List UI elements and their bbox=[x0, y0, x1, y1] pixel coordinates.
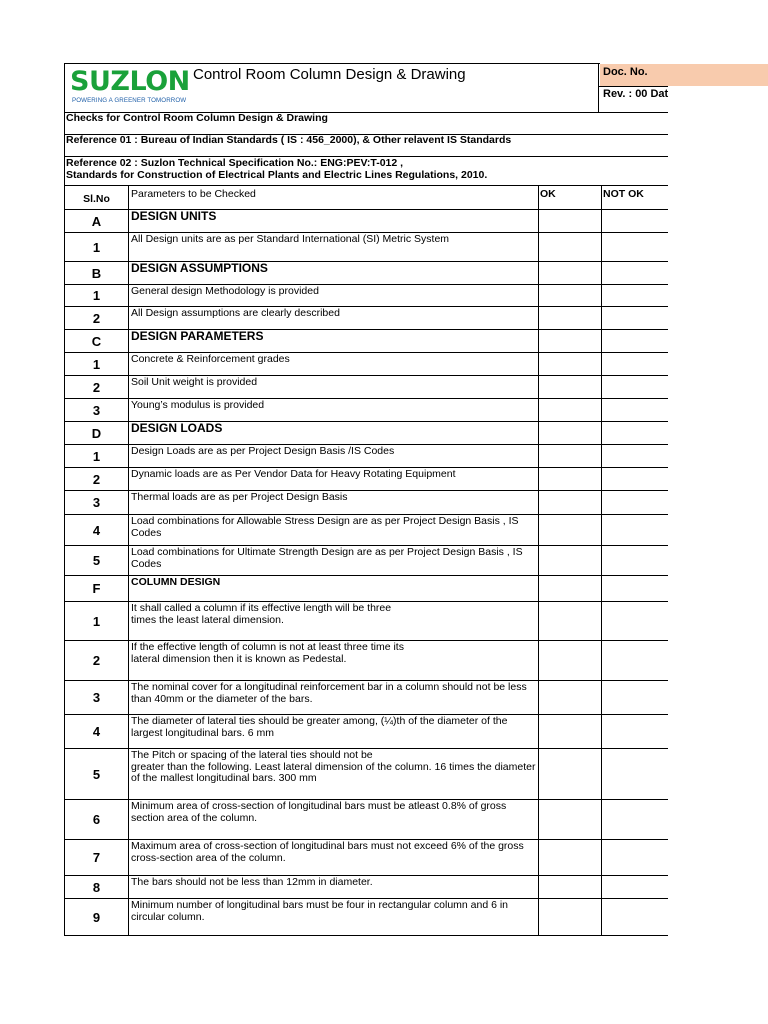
row-number: 1 bbox=[92, 356, 101, 372]
not-ok-cell[interactable] bbox=[601, 444, 668, 467]
grid-line bbox=[64, 839, 668, 840]
row-number: 3 bbox=[92, 495, 101, 510]
section-heading: DESIGN LOADS bbox=[131, 423, 223, 435]
row-number: D bbox=[91, 425, 102, 441]
grid-line bbox=[598, 86, 668, 87]
grid-line bbox=[64, 209, 668, 210]
not-ok-cell[interactable] bbox=[601, 748, 668, 799]
row-number: 8 bbox=[92, 879, 101, 895]
grid-line bbox=[64, 63, 600, 64]
ok-cell[interactable] bbox=[538, 398, 601, 421]
row-number: 4 bbox=[92, 522, 101, 538]
grid-line bbox=[64, 352, 668, 353]
revision-label: Rev. : 00 Dat bbox=[603, 88, 669, 100]
reference-02-line1: Reference 02 : Suzlon Technical Specification No.: ENG:PEV:T-012 , bbox=[66, 157, 404, 169]
row-number: 2 bbox=[92, 471, 101, 487]
ok-cell[interactable] bbox=[538, 375, 601, 398]
row-number: F bbox=[92, 581, 101, 596]
not-ok-cell[interactable] bbox=[601, 799, 668, 839]
ok-cell[interactable] bbox=[538, 839, 601, 875]
ok-cell[interactable] bbox=[538, 545, 601, 575]
grid-line bbox=[64, 640, 668, 641]
not-ok-cell[interactable] bbox=[601, 375, 668, 398]
ok-cell[interactable] bbox=[538, 875, 601, 898]
ok-cell[interactable] bbox=[538, 799, 601, 839]
grid-line bbox=[64, 306, 668, 307]
ok-cell[interactable] bbox=[538, 284, 601, 306]
not-ok-cell[interactable] bbox=[601, 306, 668, 329]
grid-line bbox=[64, 284, 668, 285]
row-number: 1 bbox=[92, 448, 101, 464]
grid-line bbox=[64, 156, 668, 157]
doc-no-label: Doc. No. bbox=[603, 66, 648, 78]
ok-cell[interactable] bbox=[538, 444, 601, 467]
not-ok-cell[interactable] bbox=[601, 398, 668, 421]
row-number: 1 bbox=[92, 239, 101, 255]
ok-cell[interactable] bbox=[538, 748, 601, 799]
grid-line bbox=[64, 935, 668, 936]
ok-cell[interactable] bbox=[538, 467, 601, 490]
logo-tagline: POWERING A GREENER TOMORROW bbox=[72, 97, 187, 104]
row-number: 1 bbox=[92, 613, 101, 629]
grid-line bbox=[601, 185, 602, 935]
not-ok-cell[interactable] bbox=[601, 601, 668, 640]
ok-cell[interactable] bbox=[538, 601, 601, 640]
grid-line bbox=[64, 232, 668, 233]
check-parameter: The Pitch or spacing of the lateral ties should not be greater than the following. Least lateral dimension of the column. 16 times the diameter of the mallest longitudinal bars. 300 mm bbox=[131, 750, 536, 784]
grid-line bbox=[128, 185, 129, 935]
row-number: B bbox=[91, 265, 102, 281]
check-parameter: All Design assumptions are clearly described bbox=[131, 308, 340, 319]
grid-line bbox=[64, 112, 668, 113]
grid-line bbox=[64, 421, 668, 422]
row-number: 2 bbox=[92, 310, 101, 326]
row-number: C bbox=[91, 333, 102, 349]
ok-cell[interactable] bbox=[538, 514, 601, 545]
check-parameter: Design Loads are as per Project Design Basis /IS Codes bbox=[131, 446, 395, 457]
logo-wordmark: SUZLON bbox=[70, 66, 190, 97]
row-number: 3 bbox=[92, 402, 101, 418]
grid-line bbox=[64, 601, 668, 602]
check-parameter: Thermal loads are as per Project Design Basis bbox=[131, 492, 348, 503]
check-parameter: It shall called a column if its effective length will be three times the least lateral dimension. bbox=[131, 603, 392, 626]
grid-line bbox=[64, 714, 668, 715]
reference-01: Reference 01 : Bureau of Indian Standards ( IS : 456_2000), & Other relavent IS Standards bbox=[66, 134, 512, 146]
ok-cell[interactable] bbox=[538, 490, 601, 514]
grid-line bbox=[64, 799, 668, 800]
header-parameters: Parameters to be Checked bbox=[131, 188, 256, 200]
grid-line bbox=[64, 375, 668, 376]
row-number: A bbox=[91, 213, 102, 229]
not-ok-cell[interactable] bbox=[601, 232, 668, 261]
check-parameter: Minimum number of longitudinal bars must be four in rectangular column and 6 in circular column. bbox=[131, 900, 509, 923]
section-heading: DESIGN PARAMETERS bbox=[131, 331, 264, 343]
grid-line bbox=[64, 467, 668, 468]
row-number: 4 bbox=[92, 724, 101, 739]
reference-02-line2: Standards for Construction of Electrical Plants and Electric Lines Regulations, 2010. bbox=[66, 169, 488, 181]
grid-line bbox=[64, 514, 668, 515]
not-ok-cell[interactable] bbox=[601, 284, 668, 306]
check-parameter: Dynamic loads are as Per Vendor Data for Heavy Rotating Equipment bbox=[131, 469, 456, 480]
not-ok-cell[interactable] bbox=[601, 714, 668, 748]
grid-line bbox=[64, 680, 668, 681]
row-number: 6 bbox=[92, 812, 101, 827]
not-ok-cell[interactable] bbox=[601, 467, 668, 490]
check-parameter: The nominal cover for a longitudinal reinforcement bar in a column should not be less than 40mm or the diameter of the bars. bbox=[131, 682, 527, 705]
not-ok-cell[interactable] bbox=[601, 352, 668, 375]
document-title: Control Room Column Design & Drawing bbox=[193, 66, 466, 83]
row-number: 7 bbox=[92, 850, 101, 865]
check-parameter: General design Methodology is provided bbox=[131, 286, 319, 297]
not-ok-cell[interactable] bbox=[601, 875, 668, 898]
row-number: 2 bbox=[92, 653, 101, 668]
grid-line bbox=[64, 444, 668, 445]
checks-title: Checks for Control Room Column Design & Drawing bbox=[66, 112, 328, 124]
ok-cell[interactable] bbox=[538, 232, 601, 261]
grid-line bbox=[64, 875, 668, 876]
section-heading: COLUMN DESIGN bbox=[131, 577, 221, 588]
check-parameter: Soil Unit weight is provided bbox=[131, 377, 258, 388]
check-parameter: Minimum area of cross-section of longitudinal bars must be atleast 0.8% of gross section area of the column. bbox=[131, 801, 507, 824]
suzlon-logo bbox=[66, 66, 188, 110]
not-ok-cell[interactable] bbox=[601, 640, 668, 680]
ok-cell[interactable] bbox=[538, 680, 601, 714]
section-heading: DESIGN UNITS bbox=[131, 211, 217, 223]
not-ok-cell[interactable] bbox=[601, 898, 668, 935]
grid-line bbox=[538, 185, 539, 935]
grid-line bbox=[64, 134, 668, 135]
header-not-ok: NOT OK bbox=[603, 188, 644, 200]
check-parameter: All Design units are as per Standard International (SI) Metric System bbox=[131, 234, 450, 245]
check-parameter: If the effective length of column is not at least three time its lateral dimension then it is known as Pedestal. bbox=[131, 642, 404, 665]
check-parameter: Concrete & Reinforcement grades bbox=[131, 354, 290, 365]
row-number: 2 bbox=[92, 379, 101, 395]
check-parameter: Load combinations for Ultimate Strength Design are as per Project Design Basis , IS Codes bbox=[131, 547, 523, 570]
check-parameter: Load combinations for Allowable Stress Design are as per Project Design Basis , IS Codes bbox=[131, 516, 519, 539]
header-ok: OK bbox=[540, 188, 556, 200]
grid-line bbox=[64, 398, 668, 399]
grid-line bbox=[64, 63, 65, 935]
not-ok-cell[interactable] bbox=[601, 514, 668, 545]
row-number: 5 bbox=[92, 766, 101, 782]
not-ok-cell[interactable] bbox=[601, 839, 668, 875]
grid-line bbox=[64, 490, 668, 491]
grid-line bbox=[64, 748, 668, 749]
section-heading: DESIGN ASSUMPTIONS bbox=[131, 263, 268, 275]
ok-cell[interactable] bbox=[538, 640, 601, 680]
grid-line bbox=[64, 261, 668, 262]
not-ok-cell[interactable] bbox=[601, 680, 668, 714]
check-parameter: Maximum area of cross-section of longitudinal bars must not exceed 6% of the gross cross-section area of the column. bbox=[131, 841, 524, 864]
grid-line bbox=[64, 545, 668, 546]
row-number: 3 bbox=[92, 690, 101, 705]
not-ok-cell[interactable] bbox=[601, 490, 668, 514]
ok-cell[interactable] bbox=[538, 306, 601, 329]
ok-cell[interactable] bbox=[538, 898, 601, 935]
grid-line bbox=[64, 898, 668, 899]
header-slno: Sl.No bbox=[83, 193, 110, 205]
grid-line bbox=[64, 329, 668, 330]
check-parameter: Young’s modulus is provided bbox=[131, 400, 265, 411]
ok-cell[interactable] bbox=[538, 352, 601, 375]
row-number: 1 bbox=[92, 288, 101, 303]
ok-cell[interactable] bbox=[538, 714, 601, 748]
grid-line bbox=[64, 185, 668, 186]
row-number: 9 bbox=[92, 909, 101, 925]
grid-line bbox=[598, 63, 599, 112]
check-parameter: The diameter of lateral ties should be greater among, (¼)th of the diameter of the largest longitudinal bars. 6 mm bbox=[131, 716, 508, 739]
grid-line bbox=[64, 575, 668, 576]
not-ok-cell[interactable] bbox=[601, 545, 668, 575]
row-number: 5 bbox=[92, 553, 101, 568]
check-parameter: The bars should not be less than 12mm in diameter. bbox=[131, 877, 373, 888]
